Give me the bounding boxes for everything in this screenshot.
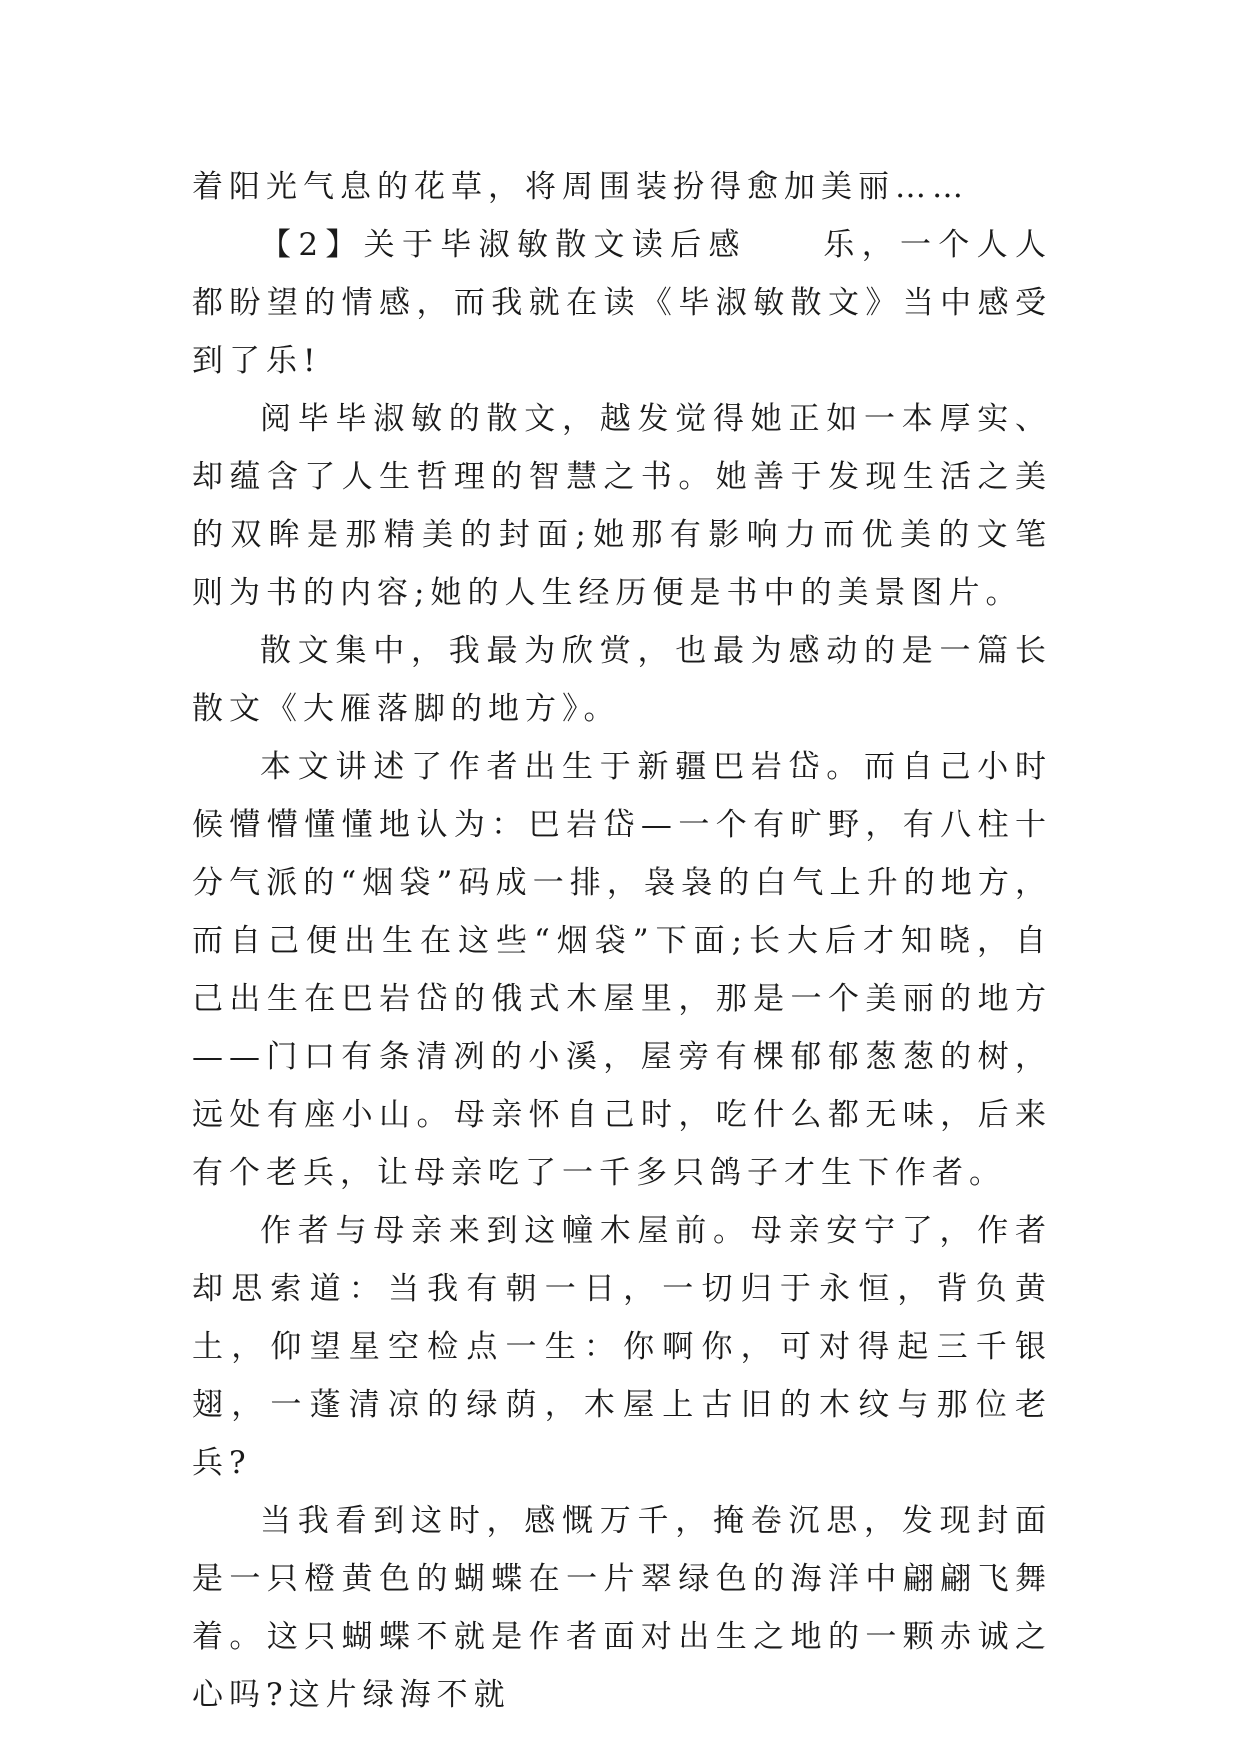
paragraph-reader-reflection: 当我看到这时，感慨万千，掩卷沉思，发现封面是一只橙黄色的蝴蝶在一片翠绿色的海洋中翩翩飞舞着。这只蝴蝶不就是作者面对出生之地的一颗赤诚之心吗?这片绿海不就 — [192, 1503, 1052, 1713]
paragraph-continuation: 着阳光气息的花草，将周围装扮得愈加美丽…… — [192, 169, 969, 205]
paragraph-story-summary: 本文讲述了作者出生于新疆巴岩岱。而自己小时候懵懵懂懂地认为：巴岩岱—一个有旷野，有八柱十分气派的“烟袋”码成一排，袅袅的白气上升的地方，而自己便出生在这些“烟袋”下面;长大后才知晓，自己出生在巴岩岱的俄式木屋里，那是一个美丽的地方——门口有条清冽的小溪，屋旁有棵郁郁葱葱的树，远处有座小山。母亲怀自己时，吃什么都无味，后来有个老兵，让母亲吃了一千多只鸽子才生下作者。 — [192, 749, 1052, 1191]
paragraph-title-intro: 【2】关于毕淑敏散文读后感 乐，一个人人都盼望的情感，而我就在读《毕淑敏散文》当中感受到了乐! — [192, 227, 1052, 379]
paragraph-favorite-essay: 散文集中，我最为欣赏，也最为感动的是一篇长散文《大雁落脚的地方》。 — [192, 633, 1052, 727]
paragraph-author-reflection: 作者与母亲来到这幢木屋前。母亲安宁了，作者却思索道：当我有朝一日，一切归于永恒，背负黄土，仰望星空检点一生：你啊你，可对得起三千银翅，一蓬清凉的绿荫，木屋上古旧的木纹与那位老兵? — [192, 1213, 1052, 1481]
paragraph-book-metaphor: 阅毕毕淑敏的散文，越发觉得她正如一本厚实、却蕴含了人生哲理的智慧之书。她善于发现生活之美的双眸是那精美的封面;她那有影响力而优美的文笔则为书的内容;她的人生经历便是书中的美景图片。 — [192, 401, 1052, 611]
document-page — [192, 158, 1052, 1724]
